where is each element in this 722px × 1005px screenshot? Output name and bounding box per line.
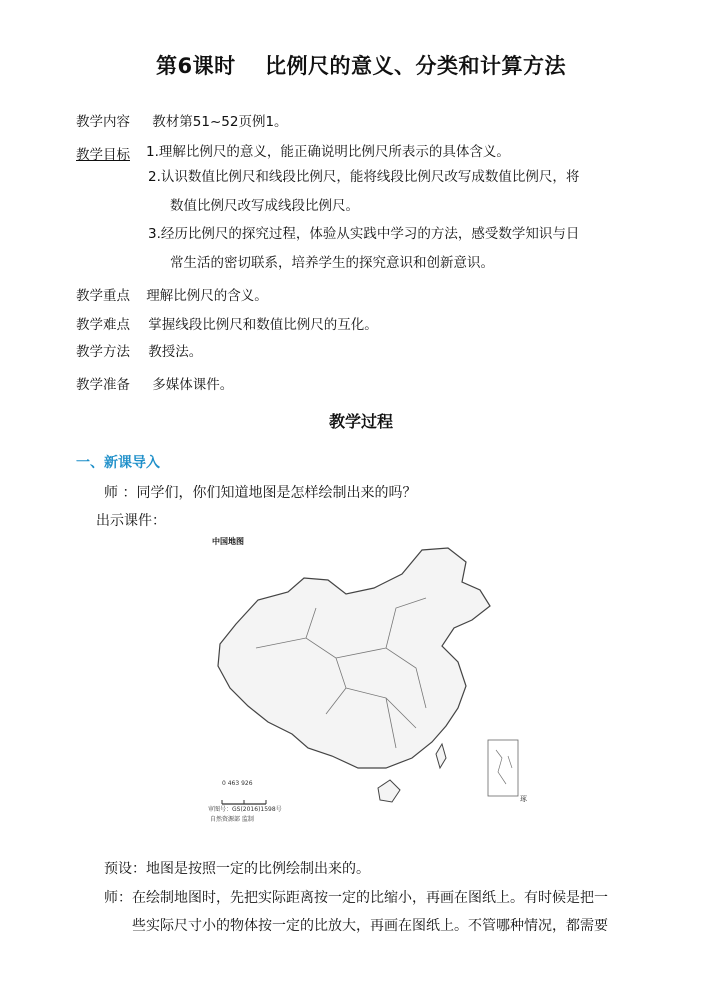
preset-answer: 预设：地图是按照一定的比例绘制出来的。 bbox=[104, 861, 370, 877]
goals-label: 教学目标 bbox=[76, 147, 130, 163]
method-row bbox=[76, 340, 202, 360]
china-map-figure bbox=[196, 528, 536, 828]
goal-2: 2.认识数值比例尺和线段比例尺，能将线段比例尺改写成数值比例尺，将 bbox=[148, 169, 580, 185]
page-title: 第6课时 比例尺的意义、分类和计算方法 bbox=[156, 54, 566, 78]
map-title: 中国地图 bbox=[212, 537, 244, 546]
content-row bbox=[76, 110, 288, 130]
goal-2-cont: 数值比例尺改写成线段比例尺。 bbox=[170, 198, 359, 214]
prep-row bbox=[76, 373, 233, 393]
prep-label: 教学准备 bbox=[76, 377, 130, 393]
difficulty-label: 教学难点 bbox=[76, 317, 130, 333]
prep-value: 多媒体课件。 bbox=[152, 377, 234, 393]
section1-heading: 一、新课导入 bbox=[76, 455, 160, 471]
difficulty-value: 掌握线段比例尺和数值比例尺的互化。 bbox=[148, 317, 378, 333]
teacher-question: 师 ：同学们，你们知道地图是怎样绘制出来的吗？ bbox=[104, 485, 417, 501]
map-approval-number: 审图号：GS(2016)1598号 bbox=[208, 806, 282, 813]
teacher-explain-line1: 师：在绘制地图时，先把实际距离按一定的比缩小，再画在图纸上。有时候是把一 bbox=[104, 890, 608, 906]
goal-3-cont: 常生活的密切联系，培养学生的探究意识和创新意识。 bbox=[170, 255, 494, 271]
key-row bbox=[76, 284, 268, 304]
key-label: 教学重点 bbox=[76, 288, 130, 304]
method-value: 教授法。 bbox=[148, 344, 203, 360]
process-heading: 教学过程 bbox=[328, 412, 393, 431]
method-label: 教学方法 bbox=[76, 344, 130, 360]
show-courseware: 出示课件： bbox=[96, 513, 166, 529]
content-value: 教材第51~52页例1。 bbox=[152, 114, 288, 130]
map-side-label: 琢 bbox=[520, 795, 527, 803]
map-scale-text: 0 463 926 bbox=[222, 780, 253, 787]
map-publisher: 自然资源部 监制 bbox=[210, 816, 254, 823]
content-label: 教学内容 bbox=[76, 114, 130, 130]
goal-1: 1.理解比例尺的意义，能正确说明比例尺所表示的具体含义。 bbox=[146, 144, 510, 160]
goal-3: 3.经历比例尺的探究过程，体验从实践中学习的方法，感受数学知识与日 bbox=[148, 226, 580, 242]
key-value: 理解比例尺的含义。 bbox=[146, 288, 268, 304]
difficulty-row bbox=[76, 313, 378, 333]
teacher-explain-line2: 些实际尺寸小的物体按一定的比放大，再画在图纸上。不管哪种情况，都需要 bbox=[132, 918, 608, 934]
